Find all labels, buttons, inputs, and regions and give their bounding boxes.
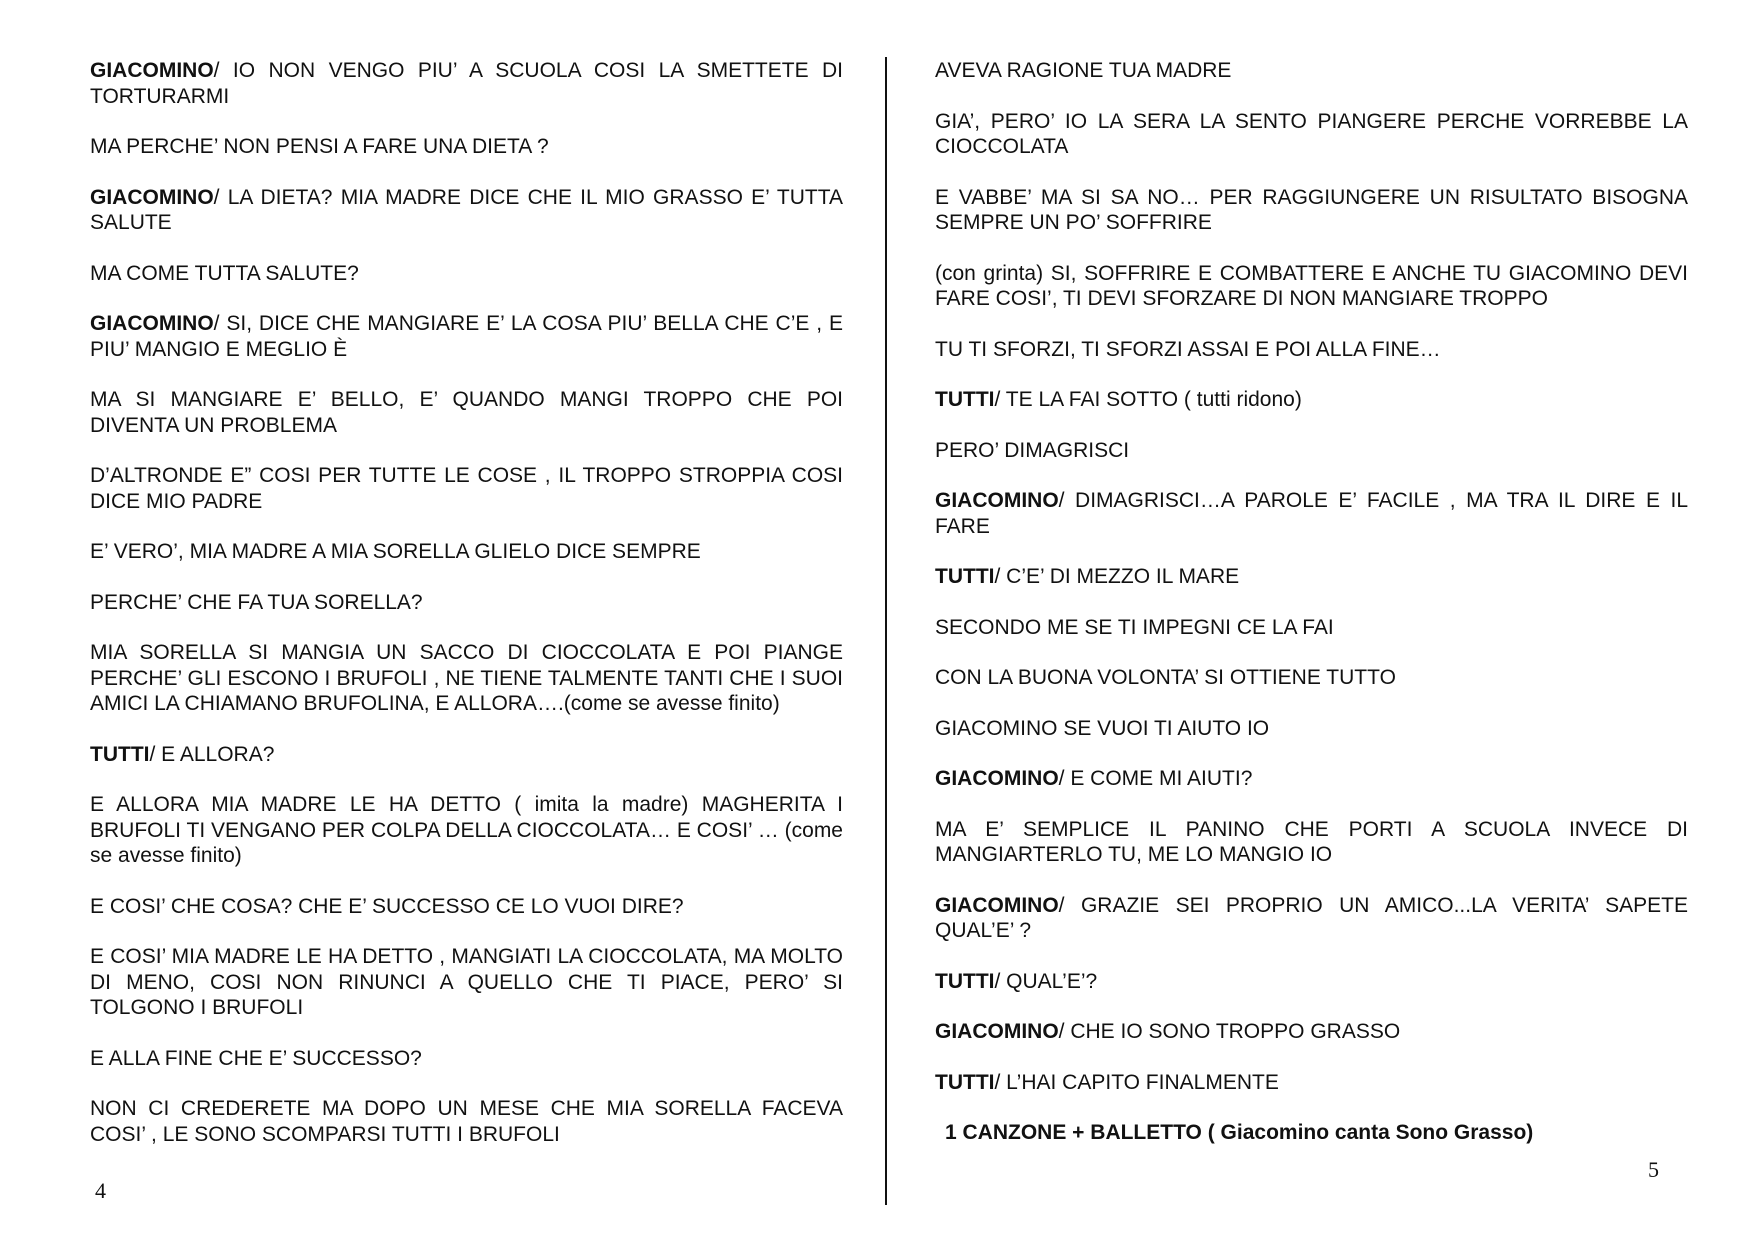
script-line <box>935 185 1688 236</box>
line-text: / CHE IO SONO TROPPO GRASSO <box>1058 1020 1401 1043</box>
script-line <box>935 261 1688 312</box>
script-line <box>935 969 1688 995</box>
script-line <box>90 792 843 869</box>
script-line <box>935 58 1688 84</box>
line-text: E ALLA FINE CHE E’ SUCCESSO? <box>90 1046 422 1070</box>
speaker-name: TUTTI <box>935 969 995 993</box>
speaker-name: TUTTI <box>935 1070 995 1094</box>
speaker-name: GIACOMINO <box>935 767 1059 790</box>
right-page-column <box>935 58 1688 1171</box>
script-line <box>90 1096 843 1147</box>
script-line <box>90 742 843 768</box>
script-line <box>935 564 1688 590</box>
script-line <box>935 1070 1688 1096</box>
line-text: MA COME TUTTA SALUTE? <box>90 261 359 285</box>
line-text: GIA’, PERO’ IO LA SERA LA SENTO PIANGERE PERCHE VORREBBE LA CIOCCOLATA <box>935 109 1688 158</box>
speaker-name: GIACOMINO <box>935 893 1059 917</box>
line-text: / C’E’ DI MEZZO IL MARE <box>994 565 1240 588</box>
line-text: / DIMAGRISCI…A PAROLE E’ FACILE , MA TRA IL DIRE E IL FARE <box>935 489 1688 538</box>
script-line <box>90 463 843 514</box>
script-line <box>90 261 843 287</box>
script-line <box>935 438 1688 464</box>
script-line <box>935 893 1688 944</box>
script-line <box>90 185 843 236</box>
speaker-name: GIACOMINO <box>935 1020 1059 1043</box>
line-text: / E COME MI AIUTI? <box>1058 767 1253 790</box>
script-line <box>90 894 843 920</box>
script-line <box>90 311 843 362</box>
script-line <box>935 716 1688 742</box>
speaker-name: TUTTI <box>935 565 995 588</box>
line-text: / GRAZIE SEI PROPRIO UN AMICO...LA VERITA’ SAPETE QUAL’E’ ? <box>935 893 1688 942</box>
script-line <box>90 1046 843 1072</box>
speaker-name: TUTTI <box>90 742 150 766</box>
line-text: E COSI’ MIA MADRE LE HA DETTO , MANGIATI LA CIOCCOLATA, MA MOLTO DI MENO, COSI NON RINUNCI A QUELLO CHE TI PIACE, PERO’ SI TOLGONO I BRUFOLI <box>90 945 843 1019</box>
line-text: / QUAL’E’? <box>994 969 1098 993</box>
line-text: E’ VERO’, MIA MADRE A MIA SORELLA GLIELO DICE SEMPRE <box>90 540 701 563</box>
script-line <box>935 1019 1688 1045</box>
script-line <box>90 134 843 160</box>
speaker-name: GIACOMINO <box>90 59 214 82</box>
line-text: GIACOMINO SE VUOI TI AIUTO IO <box>935 716 1270 740</box>
line-text: MA PERCHE’ NON PENSI A FARE UNA DIETA ? <box>90 135 549 158</box>
page-divider <box>885 57 887 1205</box>
page-number-right: 5 <box>1648 1157 1659 1182</box>
script-line <box>935 337 1688 363</box>
line-text: NON CI CREDERETE MA DOPO UN MESE CHE MIA SORELLA FACEVA COSI’ , LE SONO SCOMPARSI TUTTI I BRUFOLI <box>90 1097 843 1146</box>
line-text: AVEVA RAGIONE TUA MADRE <box>935 59 1232 82</box>
line-text: / SI, DICE CHE MANGIARE E’ LA COSA PIU’ BELLA CHE C’E , E PIU’ MANGIO E MEGLIO È <box>90 312 843 361</box>
script-line <box>935 488 1688 539</box>
speaker-name: GIACOMINO <box>90 312 214 335</box>
script-line <box>90 539 843 565</box>
line-text: SECONDO ME SE TI IMPEGNI CE LA FAI <box>935 615 1334 639</box>
script-line <box>935 109 1688 160</box>
line-text: E COSI’ CHE COSA? CHE E’ SUCCESSO CE LO VUOI DIRE? <box>90 894 684 918</box>
script-line <box>90 58 843 109</box>
script-line <box>90 944 843 1021</box>
line-text: D’ALTRONDE E” COSI PER TUTTE LE COSE , IL TROPPO STROPPIA COSI DICE MIO PADRE <box>90 464 843 513</box>
line-text: / IO NON VENGO PIU’ A SCUOLA COSI LA SMETTETE DI TORTURARMI <box>90 59 843 108</box>
line-text: / TE LA FAI SOTTO ( tutti ridono) <box>994 388 1302 411</box>
script-line <box>935 766 1688 792</box>
speaker-name: GIACOMINO <box>90 185 214 209</box>
line-text: (con grinta) SI, SOFFRIRE E COMBATTERE E ANCHE TU GIACOMINO DEVI FARE COSI’, TI DEVI SFORZARE DI NON MANGIARE TROPPO <box>935 261 1688 310</box>
line-text: TU TI SFORZI, TI SFORZI ASSAI E POI ALLA FINE… <box>935 337 1441 361</box>
script-line <box>90 590 843 616</box>
speaker-name: GIACOMINO <box>935 489 1059 512</box>
script-line <box>935 615 1688 641</box>
line-text: PERCHE’ CHE FA TUA SORELLA? <box>90 590 423 614</box>
line-text: E VABBE’ MA SI SA NO… PER RAGGIUNGERE UN RISULTATO BISOGNA SEMPRE UN PO’ SOFFRIRE <box>935 185 1688 234</box>
page-number-left: 4 <box>95 1178 106 1203</box>
line-text: MA E’ SEMPLICE IL PANINO CHE PORTI A SCUOLA INVECE DI MANGIARTERLO TU, ME LO MANGIO IO <box>935 817 1688 866</box>
line-text: / E ALLORA? <box>149 742 275 766</box>
line-text: E ALLORA MIA MADRE LE HA DETTO ( imita la madre) MAGHERITA I BRUFOLI TI VENGANO PER COLPA DELLA CIOCCOLATA… E COSI’ … (come se avesse finito) <box>90 793 843 867</box>
line-text: / LA DIETA? MIA MADRE DICE CHE IL MIO GRASSO E’ TUTTA SALUTE <box>90 185 843 234</box>
line-text: / L’HAI CAPITO FINALMENTE <box>994 1070 1279 1094</box>
script-line <box>935 387 1688 413</box>
script-line <box>90 387 843 438</box>
line-text: MIA SORELLA SI MANGIA UN SACCO DI CIOCCOLATA E POI PIANGE PERCHE’ GLI ESCONO I BRUFOLI , NE TIENE TALMENTE TANTI CHE I SUOI AMICI LA CHIAMANO BRUFOLINA, E ALLORA….(come se avesse finito) <box>90 641 843 715</box>
line-text: PERO’ DIMAGRISCI <box>935 438 1130 462</box>
line-text: CON LA BUONA VOLONTA’ SI OTTIENE TUTTO <box>935 666 1396 689</box>
speaker-name: TUTTI <box>935 388 995 411</box>
left-page-column <box>90 58 843 1172</box>
script-line <box>935 817 1688 868</box>
script-line <box>90 640 843 717</box>
script-line <box>935 665 1688 691</box>
song-heading: 1 CANZONE + BALLETTO ( Giacomino canta Sono Grasso) <box>945 1121 1534 1144</box>
line-text: MA SI MANGIARE E’ BELLO, E’ QUANDO MANGI TROPPO CHE POI DIVENTA UN PROBLEMA <box>90 388 843 437</box>
